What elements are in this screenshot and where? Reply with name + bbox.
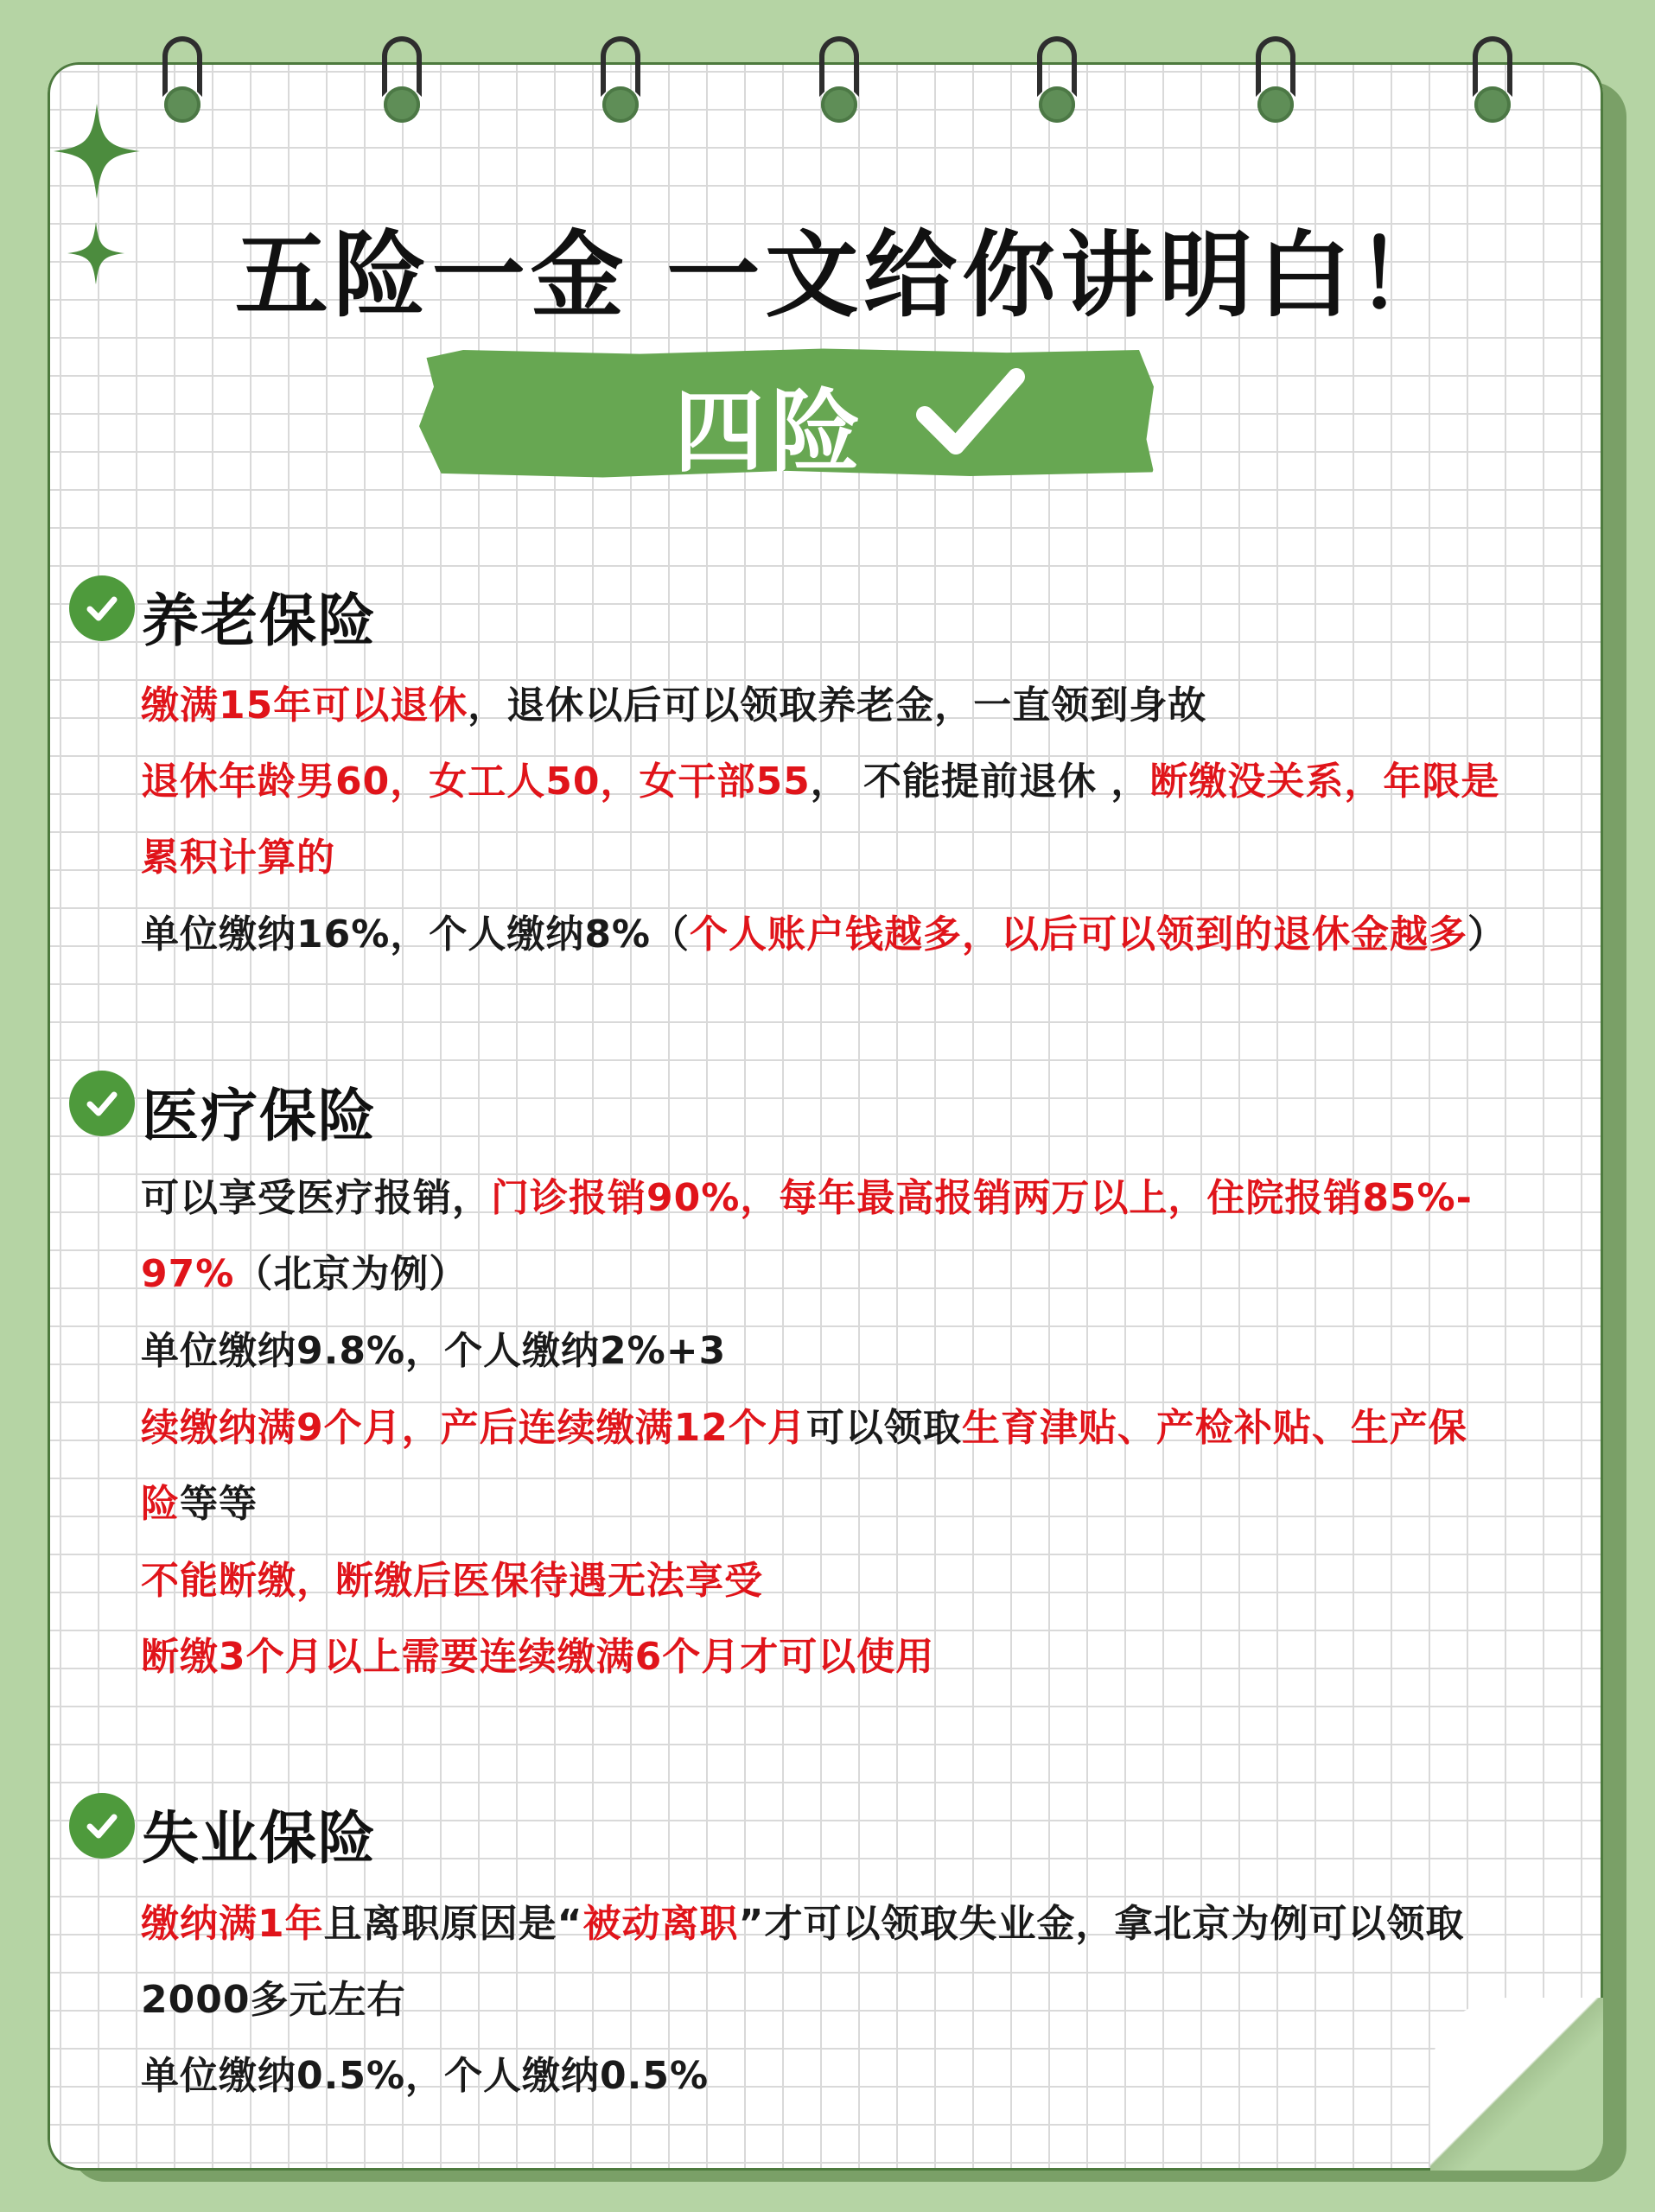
highlight-text: 险	[141, 1482, 180, 1526]
body-text: 单位缴纳0.5%，个人缴纳0.5%	[141, 2054, 710, 2098]
binder-ring	[373, 0, 434, 130]
highlight-text: 累积计算的	[141, 836, 335, 880]
sparkle-icon	[54, 104, 140, 199]
section-heading	[69, 1792, 377, 1874]
section-text-line	[141, 750, 1499, 805]
binder-ring	[1028, 0, 1089, 130]
body-text: ）	[1467, 912, 1507, 957]
check-circle-icon	[69, 1793, 135, 1859]
section-text-line	[141, 1968, 405, 2024]
section-title: 失业保险	[142, 1805, 377, 1872]
section-text-line	[141, 1319, 726, 1375]
body-text: 单位缴纳9.8%，个人缴纳2%+3	[141, 1329, 727, 1373]
highlight-text: 97%	[141, 1252, 235, 1296]
highlight-text: 退休年龄男60，女工人50，女干部55	[141, 760, 811, 804]
binder-ring	[811, 0, 871, 130]
section-text-line	[141, 1625, 934, 1681]
body-text: 单位缴纳16%，个人缴纳8%（	[141, 912, 691, 957]
body-text: ， 不能提前退休 ，	[810, 760, 1150, 804]
body-text: 可以领取	[805, 1406, 962, 1450]
section-title: 医疗保险	[142, 1083, 377, 1149]
highlight-text: 不能断缴，断缴后医保待遇无法享受	[141, 1559, 763, 1603]
section-text-line	[141, 1549, 763, 1605]
section-text-line	[141, 1166, 1473, 1222]
highlight-text: 个人账户钱越多，以后可以领到的退休金越多	[690, 912, 1468, 957]
body-text: 等等	[180, 1482, 258, 1526]
section-text-line	[141, 1243, 468, 1298]
highlight-text: 缴纳满1年	[141, 1902, 324, 1946]
section-text-line	[141, 903, 1506, 958]
highlight-text: 续缴纳满9个月，产后连续缴满12个月	[141, 1406, 806, 1450]
section-text-line	[141, 1396, 1467, 1452]
section-text-line	[141, 1892, 1464, 1948]
highlight-text: 断缴没关系，年限是	[1149, 760, 1500, 804]
body-text: （北京为例）	[234, 1252, 468, 1296]
binder-ring	[1464, 0, 1525, 130]
highlight-text: 断缴3个月以上需要连续缴满6个月才可以使用	[141, 1635, 935, 1679]
check-circle-icon	[69, 1071, 135, 1136]
section-text-line	[141, 674, 1206, 729]
section-heading	[69, 575, 377, 657]
highlight-text: 缴满15年可以退休	[141, 683, 468, 728]
check-circle-icon	[69, 575, 135, 641]
body-text: 可以享受医疗报销，	[141, 1176, 491, 1220]
body-text: ”才可以领取失业金，拿北京为例可以领取	[738, 1902, 1465, 1946]
section-text-line	[141, 2044, 709, 2100]
binder-ring	[154, 0, 214, 130]
highlight-text: 生育津贴、产检补贴、生产保	[961, 1406, 1467, 1450]
highlight-text: 被动离职	[582, 1902, 739, 1946]
body-text: 2000多元左右	[141, 1978, 406, 2022]
section-heading	[69, 1070, 377, 1152]
body-text: ，退休以后可以领取养老金，一直领到身故	[468, 683, 1207, 728]
section-text-line	[141, 1472, 258, 1528]
page-curl	[1430, 1998, 1603, 2171]
body-text: 且离职原因是“	[323, 1902, 583, 1946]
binder-ring	[1247, 0, 1308, 130]
section-text-line	[141, 826, 335, 881]
binder-ring	[592, 0, 652, 130]
banner-label: 四险	[674, 379, 869, 485]
highlight-text: 门诊报销90%，每年最高报销两万以上，住院报销85%-	[491, 1176, 1473, 1220]
section-title: 养老保险	[142, 588, 377, 654]
checkmark-icon	[914, 361, 1027, 465]
page-title: 五险一金 一文给你讲明白！	[234, 222, 1455, 330]
